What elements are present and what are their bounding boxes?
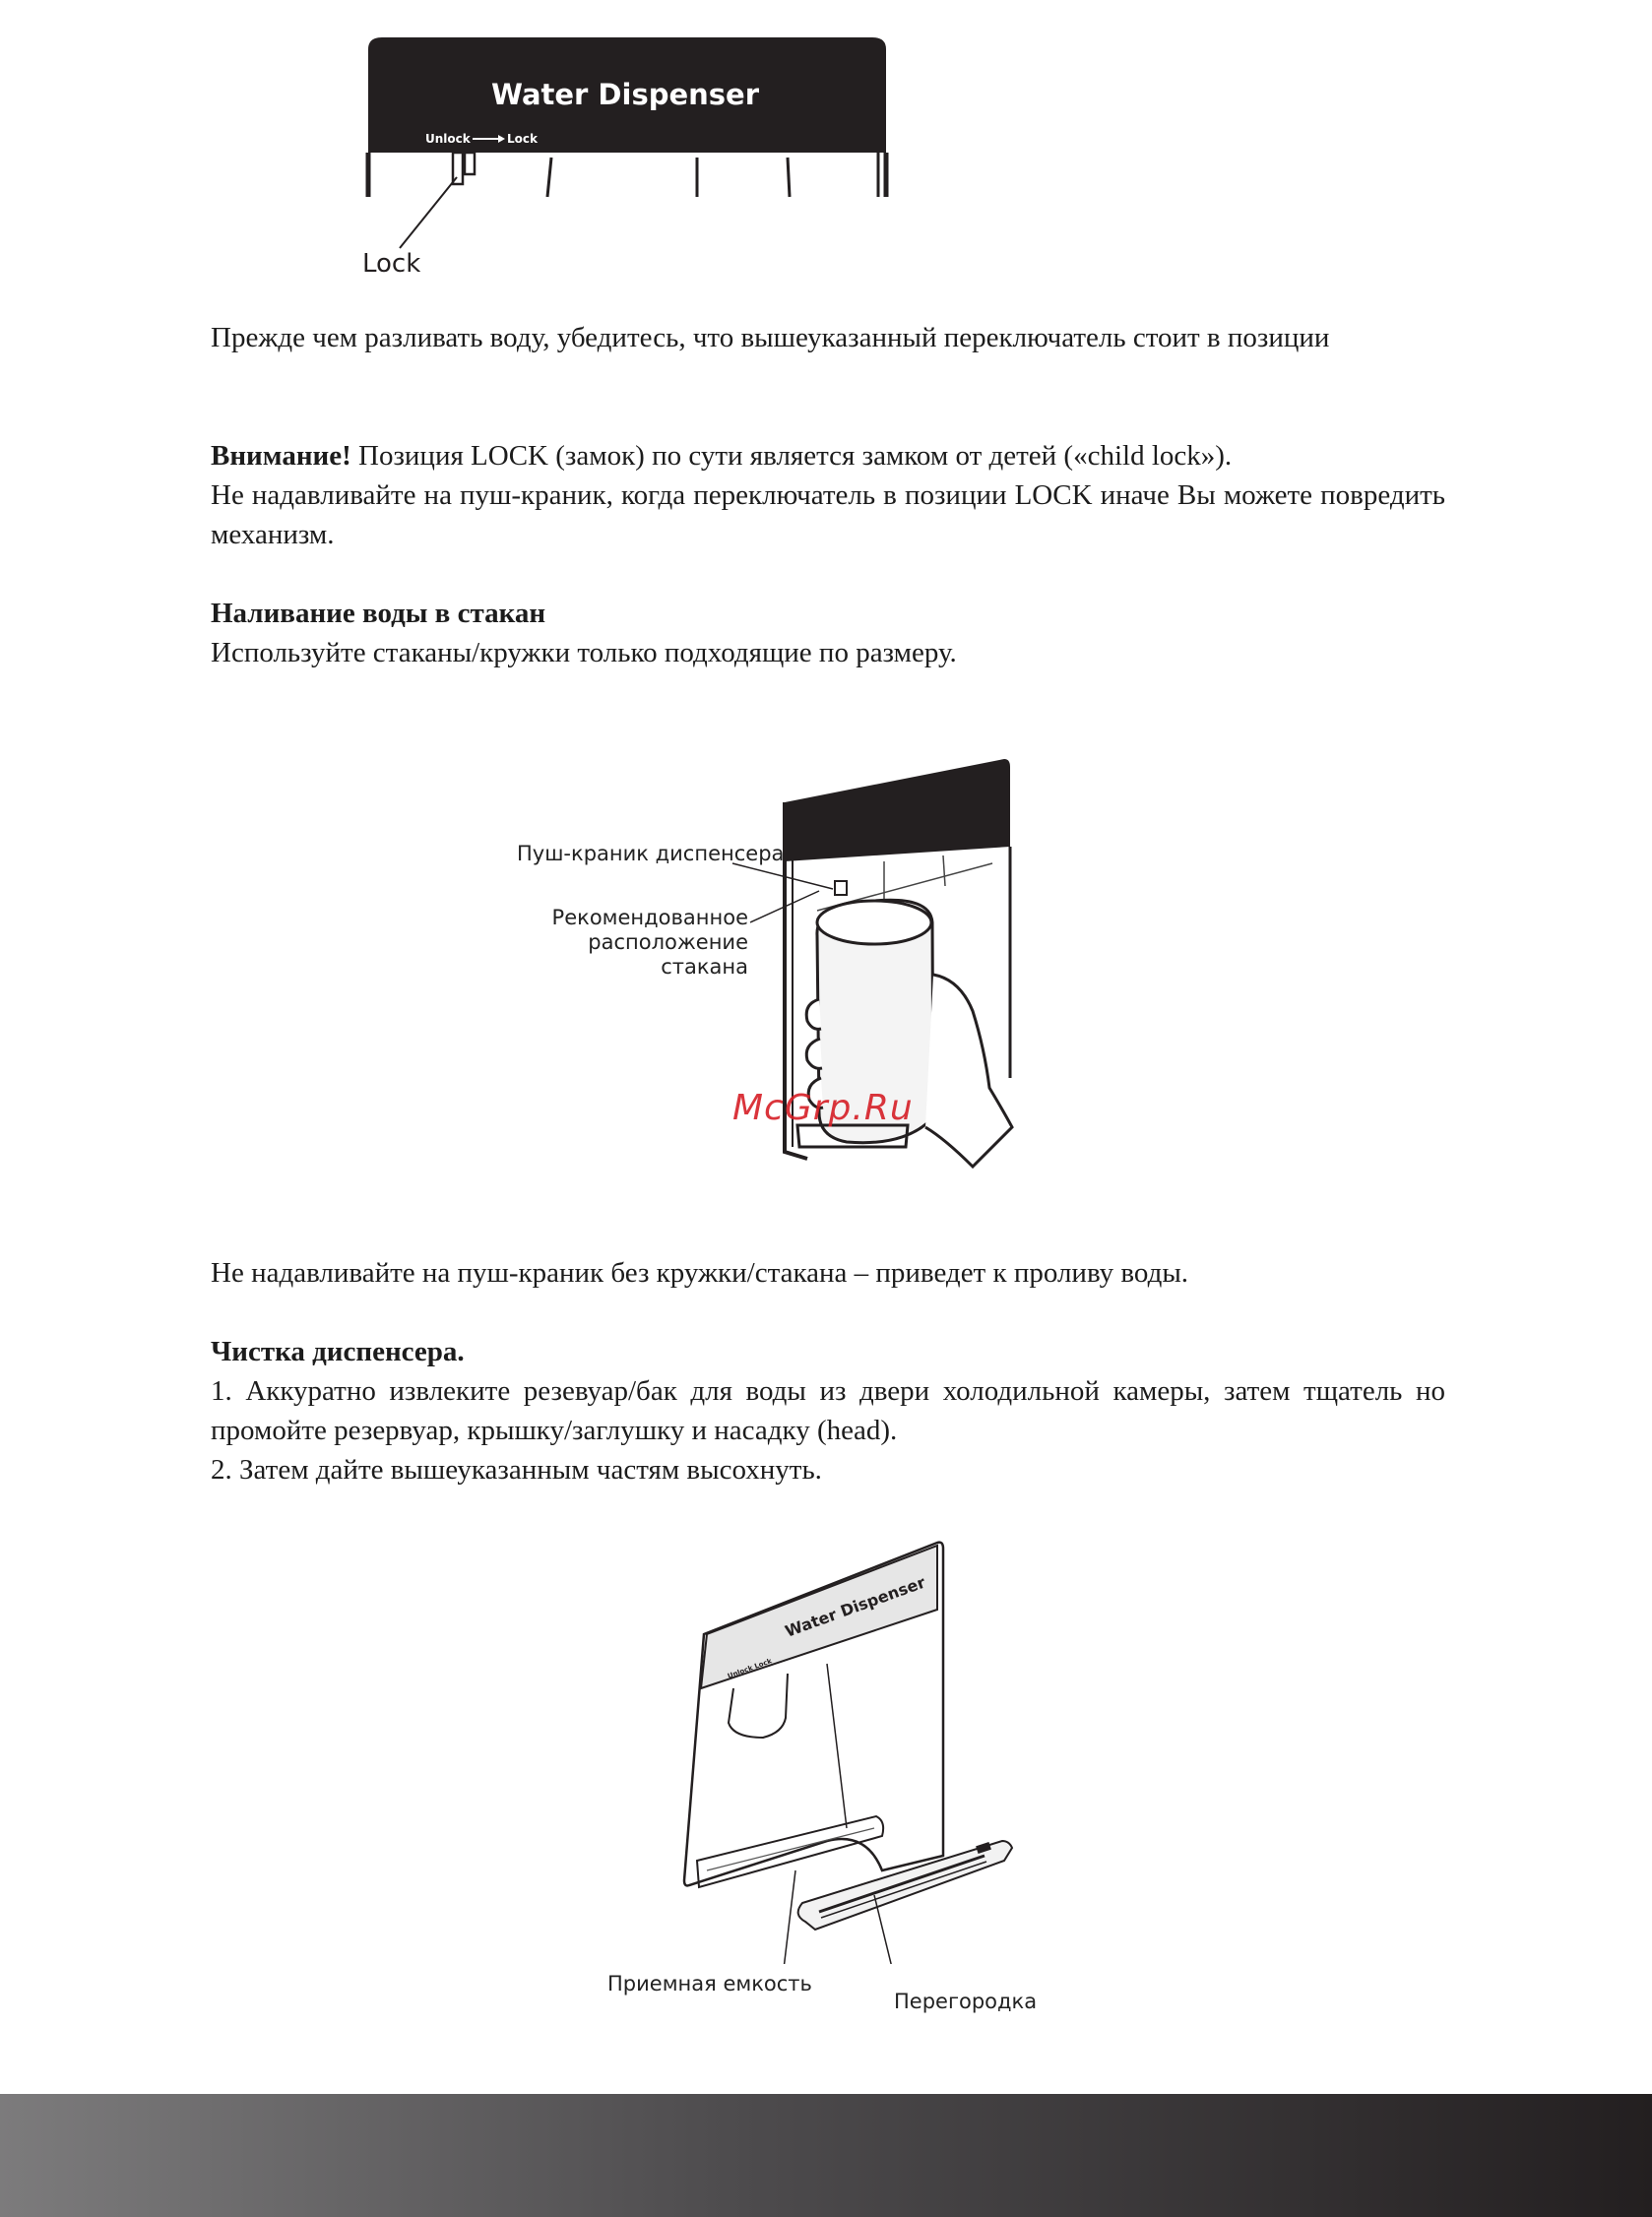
switch-label-unlock: Unlock xyxy=(425,132,471,146)
panel-title-angled: Water Dispenser xyxy=(782,1572,928,1641)
switch-label-angled: Unlock Lock xyxy=(726,1657,774,1680)
lock-callout: Lock xyxy=(362,249,421,279)
label-recommended-position: Рекомендованное расположение стакана xyxy=(551,906,748,979)
control-panel-illustration xyxy=(354,30,906,285)
pouring-text: Используйте стаканы/кружки только подходящие по размеру. xyxy=(211,637,957,668)
switch-instruction: Прежде чем разливать воду, убедитесь, что вышеуказанный переключатель стоит в позиции xyxy=(211,322,1330,353)
cleaning-step-1: 1. Аккуратно извлеките резевуар/бак для воды из двери холодильной камеры, затем тщатель но промойте резервуар, крышку/заглушку и насадку (head). xyxy=(211,1375,1445,1446)
switch-label-lock: Lock xyxy=(507,132,538,146)
dispenser-parts-illustration xyxy=(591,1531,1053,1964)
label-push-tap: Пуш-краник диспенсера xyxy=(517,842,785,865)
warning-text: Позиция LOCK (замок) по сути является замком от детей («child lock»). xyxy=(350,440,1233,472)
warning-title: Внимание! xyxy=(211,440,351,472)
cleaning-heading: Чистка диспенсера. xyxy=(211,1336,465,1367)
pouring-heading: Наливание воды в стакан xyxy=(211,598,546,629)
label-partition: Перегородка xyxy=(894,1990,1038,2013)
no-cup-note: Не надавливайте на пуш-краник без кружки/стакана – приведет к проливу воды. xyxy=(211,1257,1189,1289)
label-drip-tray: Приемная емкость xyxy=(607,1972,812,1995)
panel-title: Water Dispenser xyxy=(490,78,760,111)
cleaning-step-2: 2. Затем дайте вышеуказанным частям высохнуть. xyxy=(211,1454,822,1486)
warning-detail: Не надавливайте на пуш-краник, когда переключатель в позиции LOCK иначе Вы можете повредить механизм. xyxy=(211,479,1445,550)
footer-band xyxy=(0,2094,1652,2217)
warning-paragraph xyxy=(211,436,1445,554)
watermark: McGrp.Ru xyxy=(732,1088,914,1128)
